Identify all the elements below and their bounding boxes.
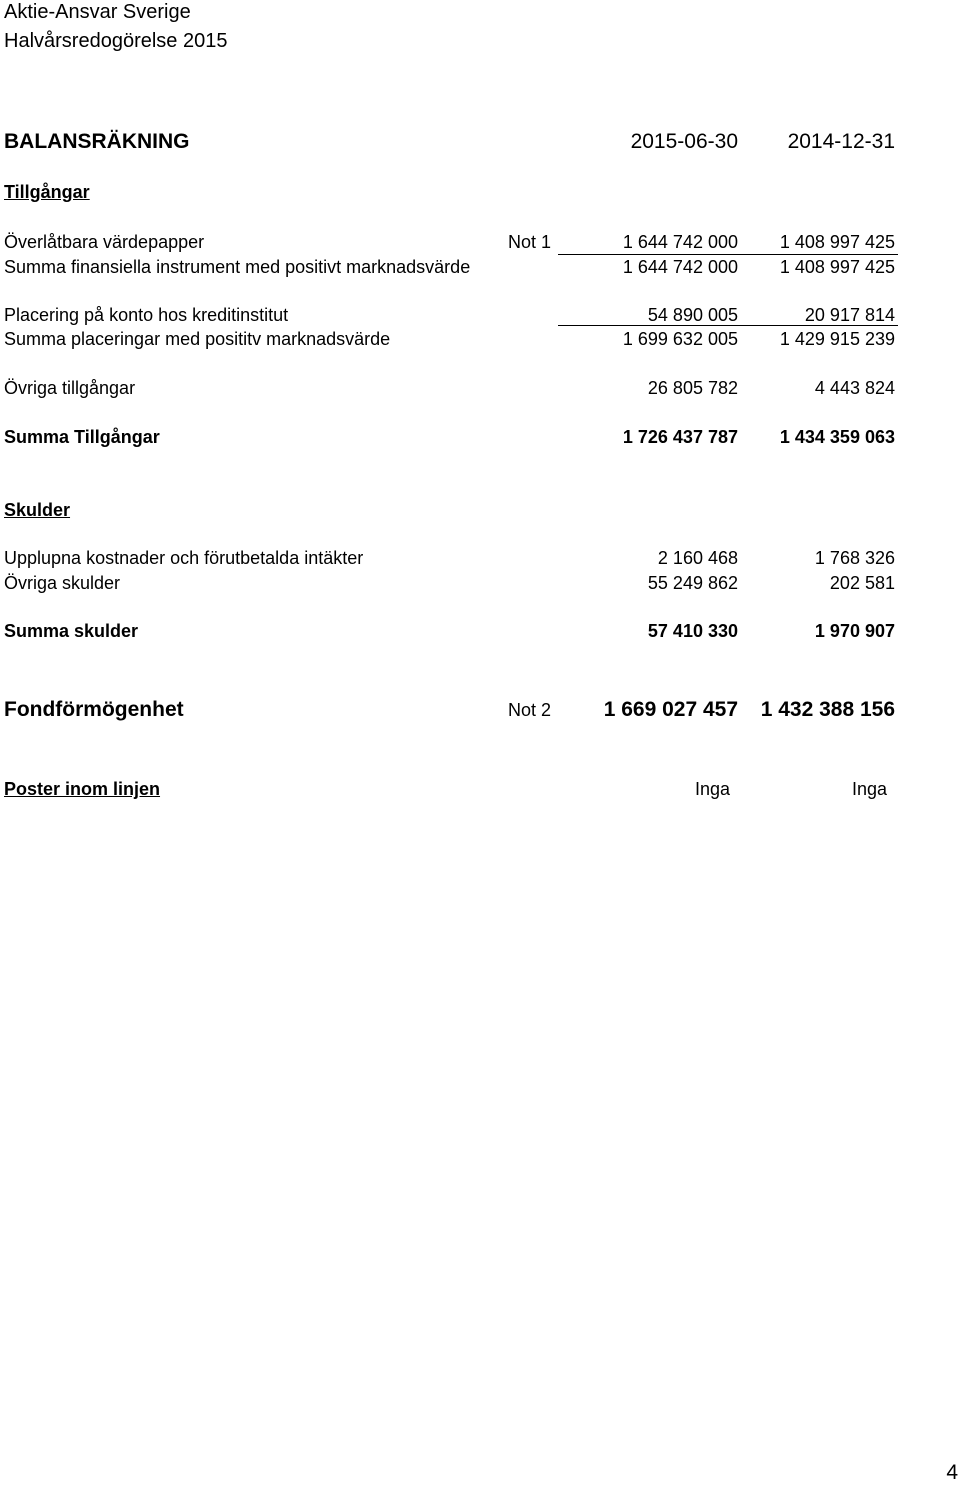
- value-2015: 1 726 437 787: [622, 427, 738, 447]
- value-2014: 1 408 997 425: [779, 257, 895, 277]
- subtotal-rule: [558, 325, 898, 326]
- row-label: Placering på konto hos kreditinstitut: [4, 305, 289, 325]
- value-2014: 4 443 824: [814, 378, 895, 398]
- row-label: Fondförmögenhet: [4, 698, 184, 721]
- company-name: Aktie-Ansvar Sverige: [4, 1, 191, 23]
- row-label: Upplupna kostnader och förutbetalda intäkter: [4, 548, 364, 568]
- note-ref: Not 2: [508, 700, 552, 720]
- row-label: Summa placeringar med posititv marknadsvärde: [4, 329, 391, 349]
- page-number: 4: [946, 1461, 958, 1484]
- row-label: Summa Tillgångar: [4, 427, 160, 447]
- row-label: Överlåtbara värdepapper: [4, 232, 205, 252]
- row-label: Summa skulder: [4, 621, 139, 641]
- value-2015: 1 669 027 457: [603, 698, 738, 721]
- row-label: Summa finansiella instrument med positivt marknadsvärde: [4, 257, 471, 277]
- balance-sheet-title: BALANSRÄKNING: [4, 130, 190, 153]
- value-2015: Inga: [695, 779, 731, 799]
- liabilities-heading: Skulder: [4, 500, 71, 520]
- value-2015: 26 805 782: [647, 378, 738, 398]
- value-2015: 1 644 742 000: [622, 232, 738, 252]
- value-2015: 2 160 468: [657, 548, 738, 568]
- value-2014: Inga: [852, 779, 888, 799]
- value-2014: 1 432 388 156: [760, 698, 895, 721]
- note-ref: Not 1: [508, 232, 552, 252]
- value-2014: 1 429 915 239: [779, 329, 895, 349]
- value-2014: 1 970 907: [814, 621, 895, 641]
- value-2014: 20 917 814: [804, 305, 895, 325]
- value-2014: 1 434 359 063: [779, 427, 895, 447]
- value-2015: 1 699 632 005: [622, 329, 738, 349]
- row-label: Övriga skulder: [4, 573, 121, 593]
- value-2014: 202 581: [829, 573, 895, 593]
- date-column-1: 2015-06-30: [630, 130, 738, 153]
- value-2015: 54 890 005: [647, 305, 738, 325]
- row-label: Poster inom linjen: [4, 779, 161, 799]
- value-2015: 55 249 862: [647, 573, 738, 593]
- subtotal-rule: [558, 254, 898, 255]
- value-2015: 57 410 330: [647, 621, 738, 641]
- assets-heading: Tillgångar: [4, 182, 90, 202]
- value-2014: 1 768 326: [814, 548, 895, 568]
- value-2014: 1 408 997 425: [779, 232, 895, 252]
- date-column-2: 2014-12-31: [787, 130, 895, 153]
- value-2015: 1 644 742 000: [622, 257, 738, 277]
- report-title: Halvårsredogörelse 2015: [4, 30, 228, 52]
- row-label: Övriga tillgångar: [4, 378, 136, 398]
